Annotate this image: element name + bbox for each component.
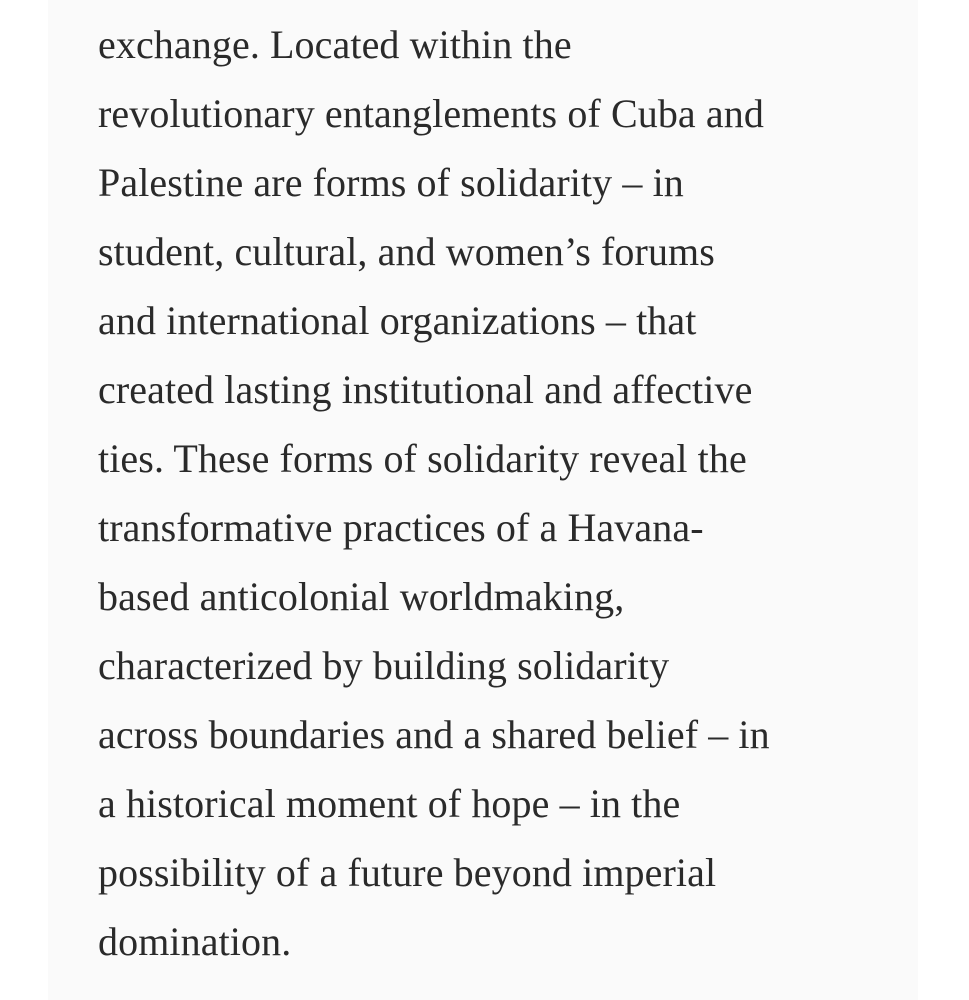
paragraph-line-9: based anticolonial worldmaking, <box>98 574 625 619</box>
paragraph-line-10: characterized by building solidarity <box>98 643 670 688</box>
article-paragraph <box>98 10 888 976</box>
paragraph-line-6: created lasting institutional and affective <box>98 367 753 412</box>
paragraph-line-11: across boundaries and a shared belief – in <box>98 712 770 757</box>
paragraph-line-5: and international organizations – that <box>98 298 697 343</box>
paragraph-line-1: exchange. Located within the <box>98 22 572 67</box>
paragraph-line-2: revolutionary entanglements of Cuba and <box>98 91 764 136</box>
paragraph-line-8: transformative practices of a Havana- <box>98 505 704 550</box>
paragraph-line-7: ties. These forms of solidarity reveal the <box>98 436 747 481</box>
paragraph-line-12: a historical moment of hope – in the <box>98 781 681 826</box>
paragraph-line-14: domination. <box>98 919 292 964</box>
paragraph-line-3: Palestine are forms of solidarity – in <box>98 160 684 205</box>
paragraph-line-4: student, cultural, and women’s forums <box>98 229 715 274</box>
paragraph-line-13: possibility of a future beyond imperial <box>98 850 717 895</box>
